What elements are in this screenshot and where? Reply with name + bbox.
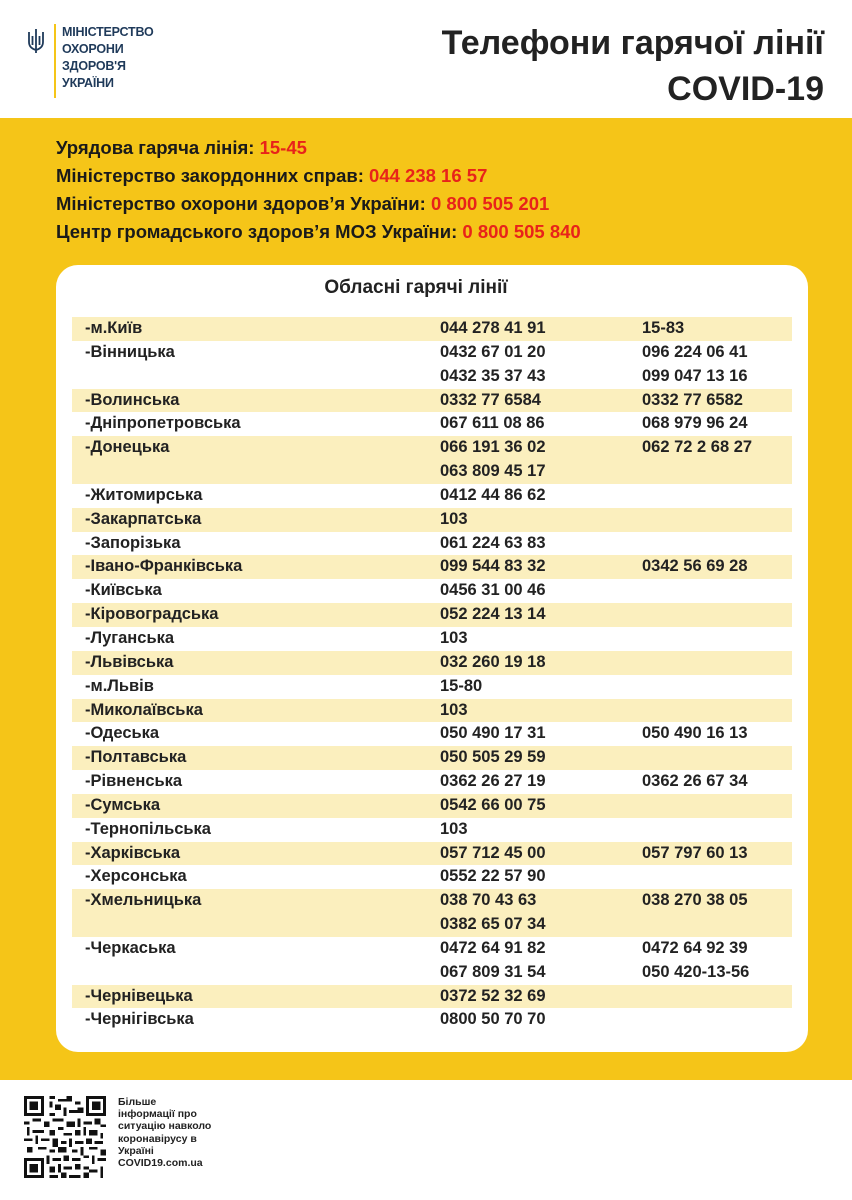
region-name: -Вінницька [85, 342, 175, 361]
region-name: -Сумська [85, 795, 161, 814]
phone-number[interactable]: 0342 56 69 28 [642, 557, 748, 576]
table-row [72, 389, 792, 413]
phone-number[interactable]: 057 797 60 13 [642, 843, 748, 862]
phone-number[interactable]: 052 224 13 14 [440, 605, 546, 624]
phone-number[interactable]: 0332 77 6582 [642, 390, 743, 409]
region-name: -Тернопільська [85, 819, 211, 838]
phone-number[interactable]: 099 047 13 16 [642, 366, 748, 385]
region-name: -Чернівецька [85, 986, 193, 1005]
hotline-phone[interactable]: 0 800 505 201 [430, 193, 550, 214]
region-name: -Рівненська [85, 772, 183, 791]
table-row [72, 1008, 792, 1032]
footer-info [118, 1096, 268, 1169]
footer-line: Більше [118, 1096, 157, 1108]
region-name: -Чернігівська [85, 1010, 194, 1029]
phone-number[interactable]: 066 191 36 02 [440, 438, 546, 457]
table-row-line [72, 532, 792, 556]
table-row-line [72, 746, 792, 770]
table-row-line [72, 770, 792, 794]
phone-number[interactable]: 0456 31 00 46 [440, 581, 546, 600]
table-row [72, 508, 792, 532]
table-row [72, 579, 792, 603]
phone-number[interactable]: 067 611 08 86 [440, 414, 545, 433]
table-row-line [72, 579, 792, 603]
table-row [72, 746, 792, 770]
footer-line: інформації про [118, 1108, 197, 1121]
hotline-label: Центр громадського здоров’я МОЗ України: [56, 221, 458, 242]
region-name: -Дніпропетровська [85, 414, 241, 433]
hotline-label: Міністерство охорони здоров’я України: [56, 193, 426, 214]
table-row-line [72, 317, 792, 341]
hotline-phone[interactable]: 044 238 16 57 [369, 165, 488, 186]
hotline-phone[interactable]: 0 800 505 840 [462, 221, 581, 242]
table-row-line [72, 842, 792, 866]
table-row-line [72, 341, 792, 365]
table-row [72, 818, 792, 842]
phone-number[interactable]: 103 [440, 628, 468, 647]
logo-line: ЗДОРОВ'Я [62, 59, 126, 73]
phone-number[interactable]: 0472 64 91 82 [440, 938, 546, 957]
hotline-row [56, 134, 581, 162]
table-row-line [72, 818, 792, 842]
region-name: -Полтавська [85, 748, 187, 767]
region-name: -Житомирська [85, 485, 203, 504]
qr-code-icon[interactable] [24, 1096, 106, 1178]
phone-number[interactable]: 050 490 16 13 [642, 724, 748, 743]
table-row-line [72, 889, 792, 913]
phone-number[interactable]: 15-80 [440, 676, 483, 695]
hotline-row [56, 190, 581, 218]
table-row-line [72, 961, 792, 985]
table-row [72, 412, 792, 436]
region-name: -Волинська [85, 390, 180, 409]
phone-number[interactable]: 063 809 45 17 [440, 462, 546, 481]
region-name: -Кіровоградська [85, 605, 219, 624]
table-row-line [72, 937, 792, 961]
table-row-line [72, 651, 792, 675]
page-title-line2: COVID-19 [667, 70, 824, 108]
hotline-phone[interactable]: 15-45 [259, 137, 307, 158]
table-row-line [72, 412, 792, 436]
phone-number[interactable]: 068 979 96 24 [642, 414, 748, 433]
phone-number[interactable]: 103 [440, 700, 468, 719]
phone-number[interactable]: 067 809 31 54 [440, 962, 546, 981]
table-row-line [72, 603, 792, 627]
phone-number[interactable]: 0382 65 07 34 [440, 915, 546, 934]
table-row [72, 555, 792, 579]
phone-number[interactable]: 0362 26 27 19 [440, 772, 546, 791]
table-row [72, 532, 792, 556]
table-row [72, 770, 792, 794]
hotline-row [56, 162, 581, 190]
phone-number[interactable]: 062 72 2 68 27 [642, 438, 753, 457]
phone-number[interactable]: 15-83 [642, 319, 685, 337]
logo-divider [54, 24, 56, 98]
table-row [72, 985, 792, 1009]
table-row-line [72, 865, 792, 889]
hotline-row [56, 218, 581, 246]
phone-number[interactable]: 103 [440, 819, 468, 838]
hotline-label: Міністерство закордонних справ: [56, 165, 364, 186]
phone-number[interactable]: 099 544 83 32 [440, 557, 546, 576]
region-name: -Хмельницька [85, 891, 202, 910]
phone-number[interactable]: 038 70 43 63 [440, 891, 537, 910]
table-row-line [72, 436, 792, 460]
logo-line: МІНІСТЕРСТВО [62, 25, 154, 39]
table-row-line [72, 460, 792, 484]
table-row [72, 722, 792, 746]
region-name: -Одеська [85, 724, 160, 743]
phone-number[interactable]: 103 [440, 509, 468, 528]
phone-number[interactable]: 0542 66 00 75 [440, 795, 546, 814]
page-title [442, 20, 824, 112]
table-row [72, 889, 792, 937]
table-row [72, 865, 792, 889]
footer-link[interactable]: COVID19.com.ua [118, 1157, 203, 1170]
table-row-line [72, 627, 792, 651]
table-row-line [72, 484, 792, 508]
phone-number[interactable]: 0332 77 6584 [440, 390, 541, 409]
phone-number[interactable]: 0472 64 92 39 [642, 938, 748, 957]
phone-number[interactable]: 032 260 19 18 [440, 652, 546, 671]
table-row [72, 603, 792, 627]
ministry-logo [26, 24, 154, 98]
header [0, 0, 852, 118]
regional-hotlines-table [72, 317, 792, 1032]
phone-number[interactable]: 096 224 06 41 [642, 342, 748, 361]
footer-line: Україні [118, 1144, 154, 1157]
phone-number[interactable]: 050 505 29 59 [440, 748, 546, 767]
table-row-line [72, 675, 792, 699]
table-row [72, 699, 792, 723]
phone-number[interactable]: 0800 50 70 70 [440, 1010, 546, 1029]
region-name: -Донецька [85, 438, 170, 457]
national-hotlines [56, 134, 581, 246]
regional-hotlines-title: Обласні гарячі лінії [324, 277, 508, 298]
phone-number[interactable]: 0362 26 67 34 [642, 772, 748, 791]
region-name: -Харківська [85, 843, 181, 862]
table-row [72, 651, 792, 675]
table-row [72, 341, 792, 389]
trident-icon [26, 28, 46, 54]
region-name: -Миколаївська [85, 700, 203, 719]
table-row [72, 484, 792, 508]
table-row [72, 937, 792, 985]
regional-hotlines-card [56, 265, 808, 1052]
table-row [72, 794, 792, 818]
table-row [72, 675, 792, 699]
region-name: -Запорізька [85, 533, 181, 552]
phone-number[interactable]: 050 420-13-56 [642, 962, 750, 981]
footer-line: коронавірусу в [118, 1132, 197, 1145]
table-row-line [72, 985, 792, 1009]
phone-number[interactable]: 038 270 38 05 [642, 891, 748, 910]
table-row-line [72, 555, 792, 579]
region-name: -м.Львів [85, 676, 154, 695]
logo-text [62, 24, 154, 92]
logo-line: УКРАЇНИ [62, 76, 114, 90]
table-row [72, 842, 792, 866]
phone-number[interactable]: 0432 67 01 20 [440, 342, 546, 361]
table-row-line [72, 365, 792, 389]
table-row-line [72, 1008, 792, 1032]
page-title-line1: Телефони гарячої лінії [441, 24, 824, 62]
hotline-label: Урядова гаряча лінія: [56, 137, 255, 158]
region-name: -Херсонська [85, 867, 187, 886]
phone-number[interactable]: 057 712 45 00 [440, 843, 546, 862]
phone-number[interactable]: 0552 22 57 90 [440, 867, 546, 886]
region-name: -м.Київ [85, 319, 143, 337]
region-name: -Львівська [85, 652, 174, 671]
region-name: -Закарпатська [85, 509, 202, 528]
phone-number[interactable]: 0372 52 32 69 [440, 986, 546, 1005]
table-row [72, 436, 792, 484]
table-row-line [72, 699, 792, 723]
table-row-line [72, 913, 792, 937]
phone-number[interactable]: 050 490 17 31 [440, 724, 546, 743]
region-name: -Луганська [85, 628, 175, 647]
phone-number[interactable]: 0412 44 86 62 [440, 485, 546, 504]
footer [0, 1080, 852, 1200]
region-name: -Київська [85, 581, 162, 600]
region-name: -Черкаська [85, 938, 176, 957]
table-row-line [72, 508, 792, 532]
table-row-line [72, 794, 792, 818]
phone-number[interactable]: 044 278 41 91 [440, 319, 546, 337]
table-row [72, 317, 792, 341]
region-name: -Івано-Франківська [85, 557, 243, 576]
logo-line: ОХОРОНИ [62, 42, 124, 56]
phone-number[interactable]: 061 224 63 83 [440, 533, 546, 552]
phone-number[interactable]: 0432 35 37 43 [440, 366, 546, 385]
footer-line: ситуацію навколо [118, 1120, 212, 1133]
table-row [72, 627, 792, 651]
table-row-line [72, 389, 792, 413]
table-row-line [72, 722, 792, 746]
